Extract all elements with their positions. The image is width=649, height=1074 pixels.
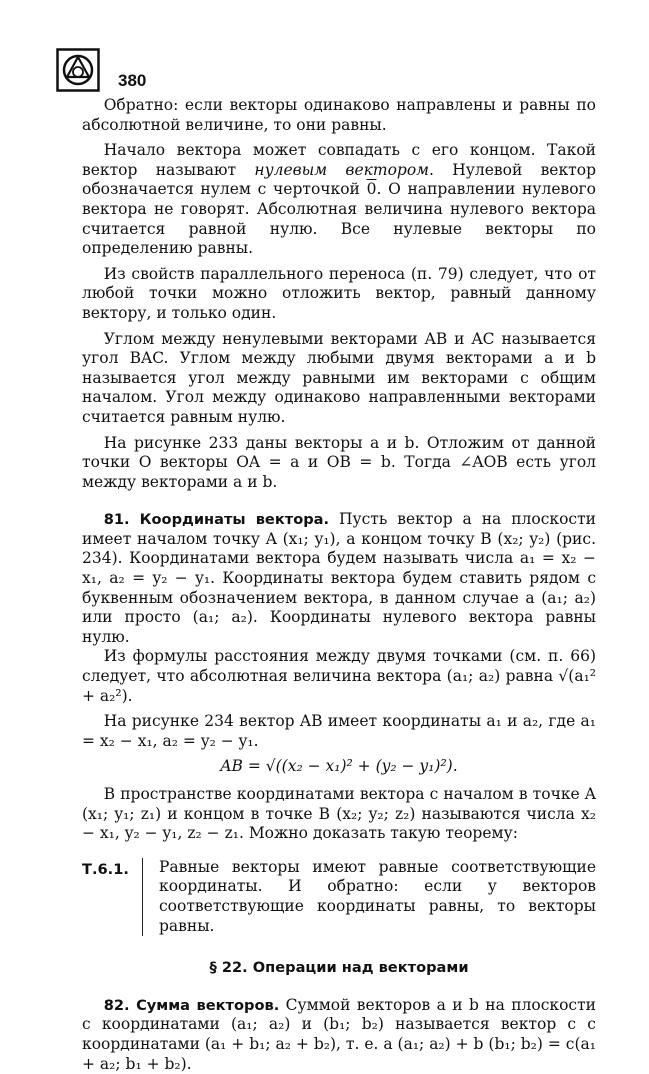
paragraph-8: В пространстве координатами вектора с началом в точке A (x₁; y₁; z₁) и концом в точке B (x₂; y₂; z₂) называются числа x₂ − x₁, y₂ − y₁, z₂ − z₁. Можно доказать такую теорему:	[82, 785, 596, 843]
paragraph-6: Из формулы расстояния между двумя точками (см. п. 66) следует, что абсолютная величина вектора (a₁; a₂) равна √(a₁² + a₂²).	[82, 647, 596, 705]
paragraph-2: Начало вектора может совпадать с его концом. Такой вектор называют нулевым вектором. Нулевой вектор обозначается нулем с черточкой 0. О направлении нулевого вектора не говорят. Абсолютная величина нулевого вектора считается равной нулю. Все нулевые векторы по определению равны.	[82, 141, 596, 258]
triangle-circle-logo-icon	[56, 48, 100, 92]
paragraph-1: Обратно: если векторы одинаково направлены и равны по абсолютной величине, то они равны.	[82, 96, 596, 134]
paragraph-3: Из свойств параллельного переноса (п. 79) следует, что от любой точки можно отложить вектор, равный данному вектору, и только один.	[82, 264, 596, 322]
page-text	[82, 96, 596, 1074]
paragraph-5: На рисунке 233 даны векторы a и b. Отложим от данной точки O векторы OA = a и OB = b. Тогда ∠AOB есть угол между векторами a и b.	[82, 433, 596, 491]
theorem-text: Равные векторы имеют равные соответствующие координаты. И обратно: если у векторов соответствующие координаты равны, то векторы равны.	[142, 858, 596, 936]
page-number: 380	[118, 71, 147, 90]
section-82-title: 82. Сумма векторов.	[103, 996, 280, 1014]
section-81: 81. Координаты вектора. Пусть вектор a на плоскости имеет началом точку A (x₁; y₁), а концом точку B (x₂; y₂) (рис. 234). Координатами вектора будем называть числа a₁ = x₂ − x₁, a₂ = y₂ − y₁. Координаты вектора будем ставить рядом с буквенным обозначением вектора, в данном случае a (a₁; a₂) или просто (a₁; a₂). Координаты нулевого вектора равны нулю.	[82, 510, 596, 646]
section-81-title: 81. Координаты вектора.	[103, 511, 330, 529]
paragraph-7: На рисунке 234 вектор AB имеет координаты a₁ и a₂, где a₁ = x₂ − x₁, a₂ = y₂ − y₁.	[82, 712, 596, 750]
paragraph-4: Углом между ненулевыми векторами AB и AC называется угол BAC. Углом между любыми двумя векторами a и b называется угол между равными им векторами с общим началом. Угол между одинаково направленными векторами считается равным нулю.	[82, 329, 596, 426]
section-82: 82. Сумма векторов. Суммой векторов a и b на плоскости с координатами (a₁; a₂) и (b₁; b₂) называется вектор c с координатами (a₁ + b₁; a₂ + b₂), т. е. a (a₁; a₂) + b (b₁; b₂) = c(a₁ + a₂; b₁ + b₂).	[82, 995, 596, 1073]
distance-formula: AB = √((x₂ − x₁)² + (y₂ − y₁)²).	[220, 757, 458, 776]
theorem-6-1	[82, 858, 596, 936]
theorem-label: Т.6.1.	[82, 860, 129, 878]
section-22-heading: § 22. Операции над векторами	[209, 959, 469, 977]
